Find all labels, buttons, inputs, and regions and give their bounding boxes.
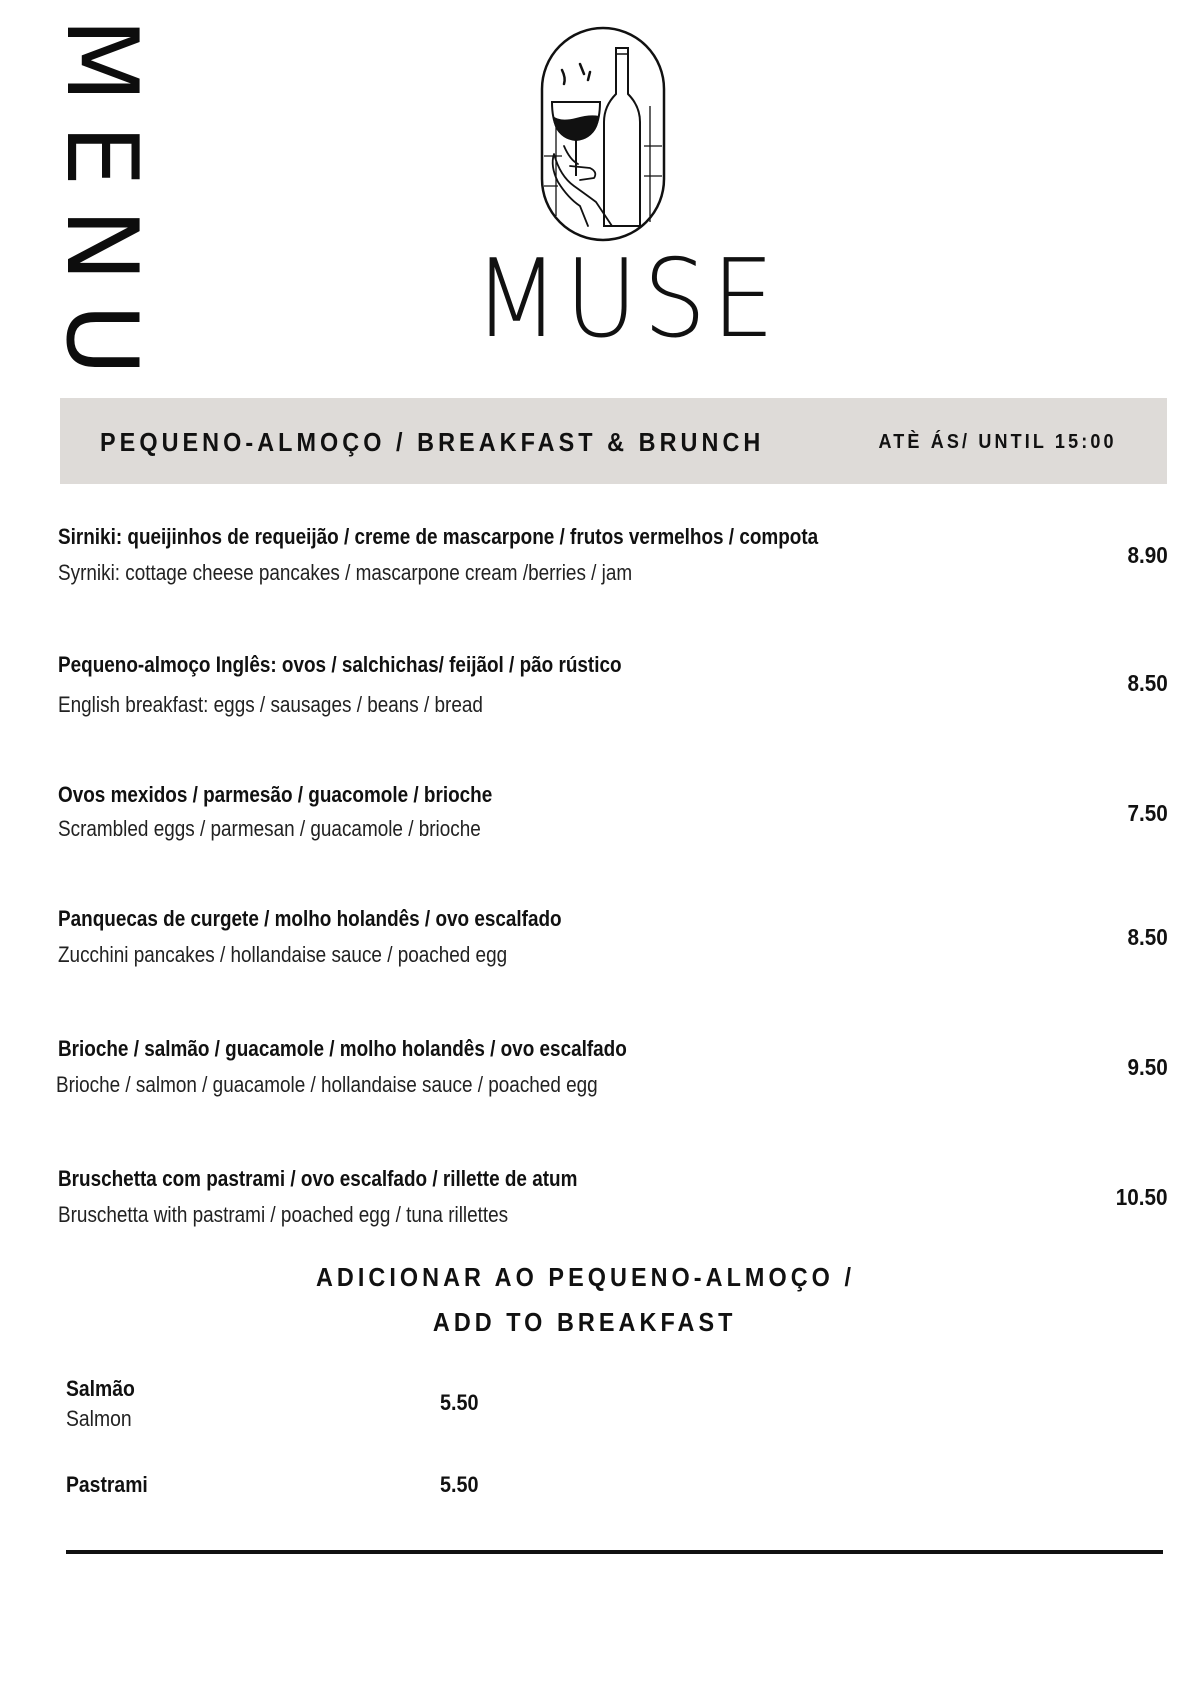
menu-item-price: 8.50: [1127, 670, 1168, 696]
menu-item-name-pt: Ovos mexidos / parmesão / guacomole / brioche: [58, 782, 493, 807]
brand-name: MUSE: [473, 237, 780, 362]
menu-item-price: 9.50: [1127, 1054, 1168, 1080]
addon-item-name-pt: Pastrami: [66, 1472, 148, 1497]
section-banner: [60, 398, 1167, 484]
menu-item-name-en: Scrambled eggs / parmesan / guacamole / brioche: [58, 816, 481, 841]
menu-item: [58, 1166, 1168, 1236]
section-hours: ATÈ ÁS/ UNTIL 15:00: [878, 431, 1117, 453]
menu-item: [58, 1036, 1168, 1106]
addons-title-en: [0, 1307, 1170, 1338]
menu-item-price: 7.50: [1127, 800, 1168, 826]
menu-item-name-pt: Pequeno-almoço Inglês: ovos / salchichas/ feijãol / pão rústico: [58, 652, 622, 677]
menu-item: [58, 906, 1168, 976]
menu-item-name-en: Zucchini pancakes / hollandaise sauce / poached egg: [58, 942, 508, 967]
vertical-menu-title: [0, 0, 160, 398]
addon-item-price: 5.50: [440, 1472, 479, 1497]
addons-title-pt-text: ADICIONAR AO PEQUENO-ALMOÇO /: [315, 1262, 855, 1292]
addons-title-pt: [0, 1262, 1170, 1293]
menu-item-name-en: Syrniki: cottage cheese pancakes / mascarpone cream /berries / jam: [58, 560, 633, 585]
wine-glass-bottle-hand-logo: [540, 26, 666, 242]
addon-item: [66, 1472, 566, 1532]
addon-item-name-en: Salmon: [66, 1406, 132, 1431]
menu-item-name-pt: Brioche / salmão / guacamole / molho holandês / ovo escalfado: [58, 1036, 627, 1061]
section-title: PEQUENO-ALMOÇO / BREAKFAST & BRUNCH: [100, 427, 765, 457]
menu-item-name-en: Bruschetta with pastrami / poached egg / tuna rillettes: [58, 1202, 509, 1227]
menu-item-name-en: Brioche / salmon / guacamole / hollandaise sauce / poached egg: [56, 1072, 598, 1097]
menu-item-name-en: English breakfast: eggs / sausages / beans / bread: [58, 692, 483, 717]
menu-item-name-pt: Panquecas de curgete / molho holandês / ovo escalfado: [58, 906, 562, 931]
menu-item-price: 10.50: [1116, 1184, 1168, 1210]
menu-item-name-pt: Bruschetta com pastrami / ovo escalfado / rillette de atum: [58, 1166, 578, 1191]
menu-item-price: 8.50: [1127, 924, 1168, 950]
footer-divider: [66, 1550, 1163, 1554]
addon-item-name-pt: Salmão: [66, 1376, 135, 1401]
vertical-menu-text: MENU: [44, 18, 158, 398]
menu-item: [58, 524, 1168, 594]
menu-item-price: 8.90: [1127, 542, 1168, 568]
menu-item: [58, 782, 1168, 852]
menu-item: [58, 652, 1168, 722]
addon-item: [66, 1376, 566, 1436]
addon-item-price: 5.50: [440, 1390, 479, 1415]
addons-title-en-text: ADD TO BREAKFAST: [433, 1307, 737, 1337]
menu-item-name-pt: Sirniki: queijinhos de requeijão / creme de mascarpone / frutos vermelhos / compota: [58, 524, 819, 549]
